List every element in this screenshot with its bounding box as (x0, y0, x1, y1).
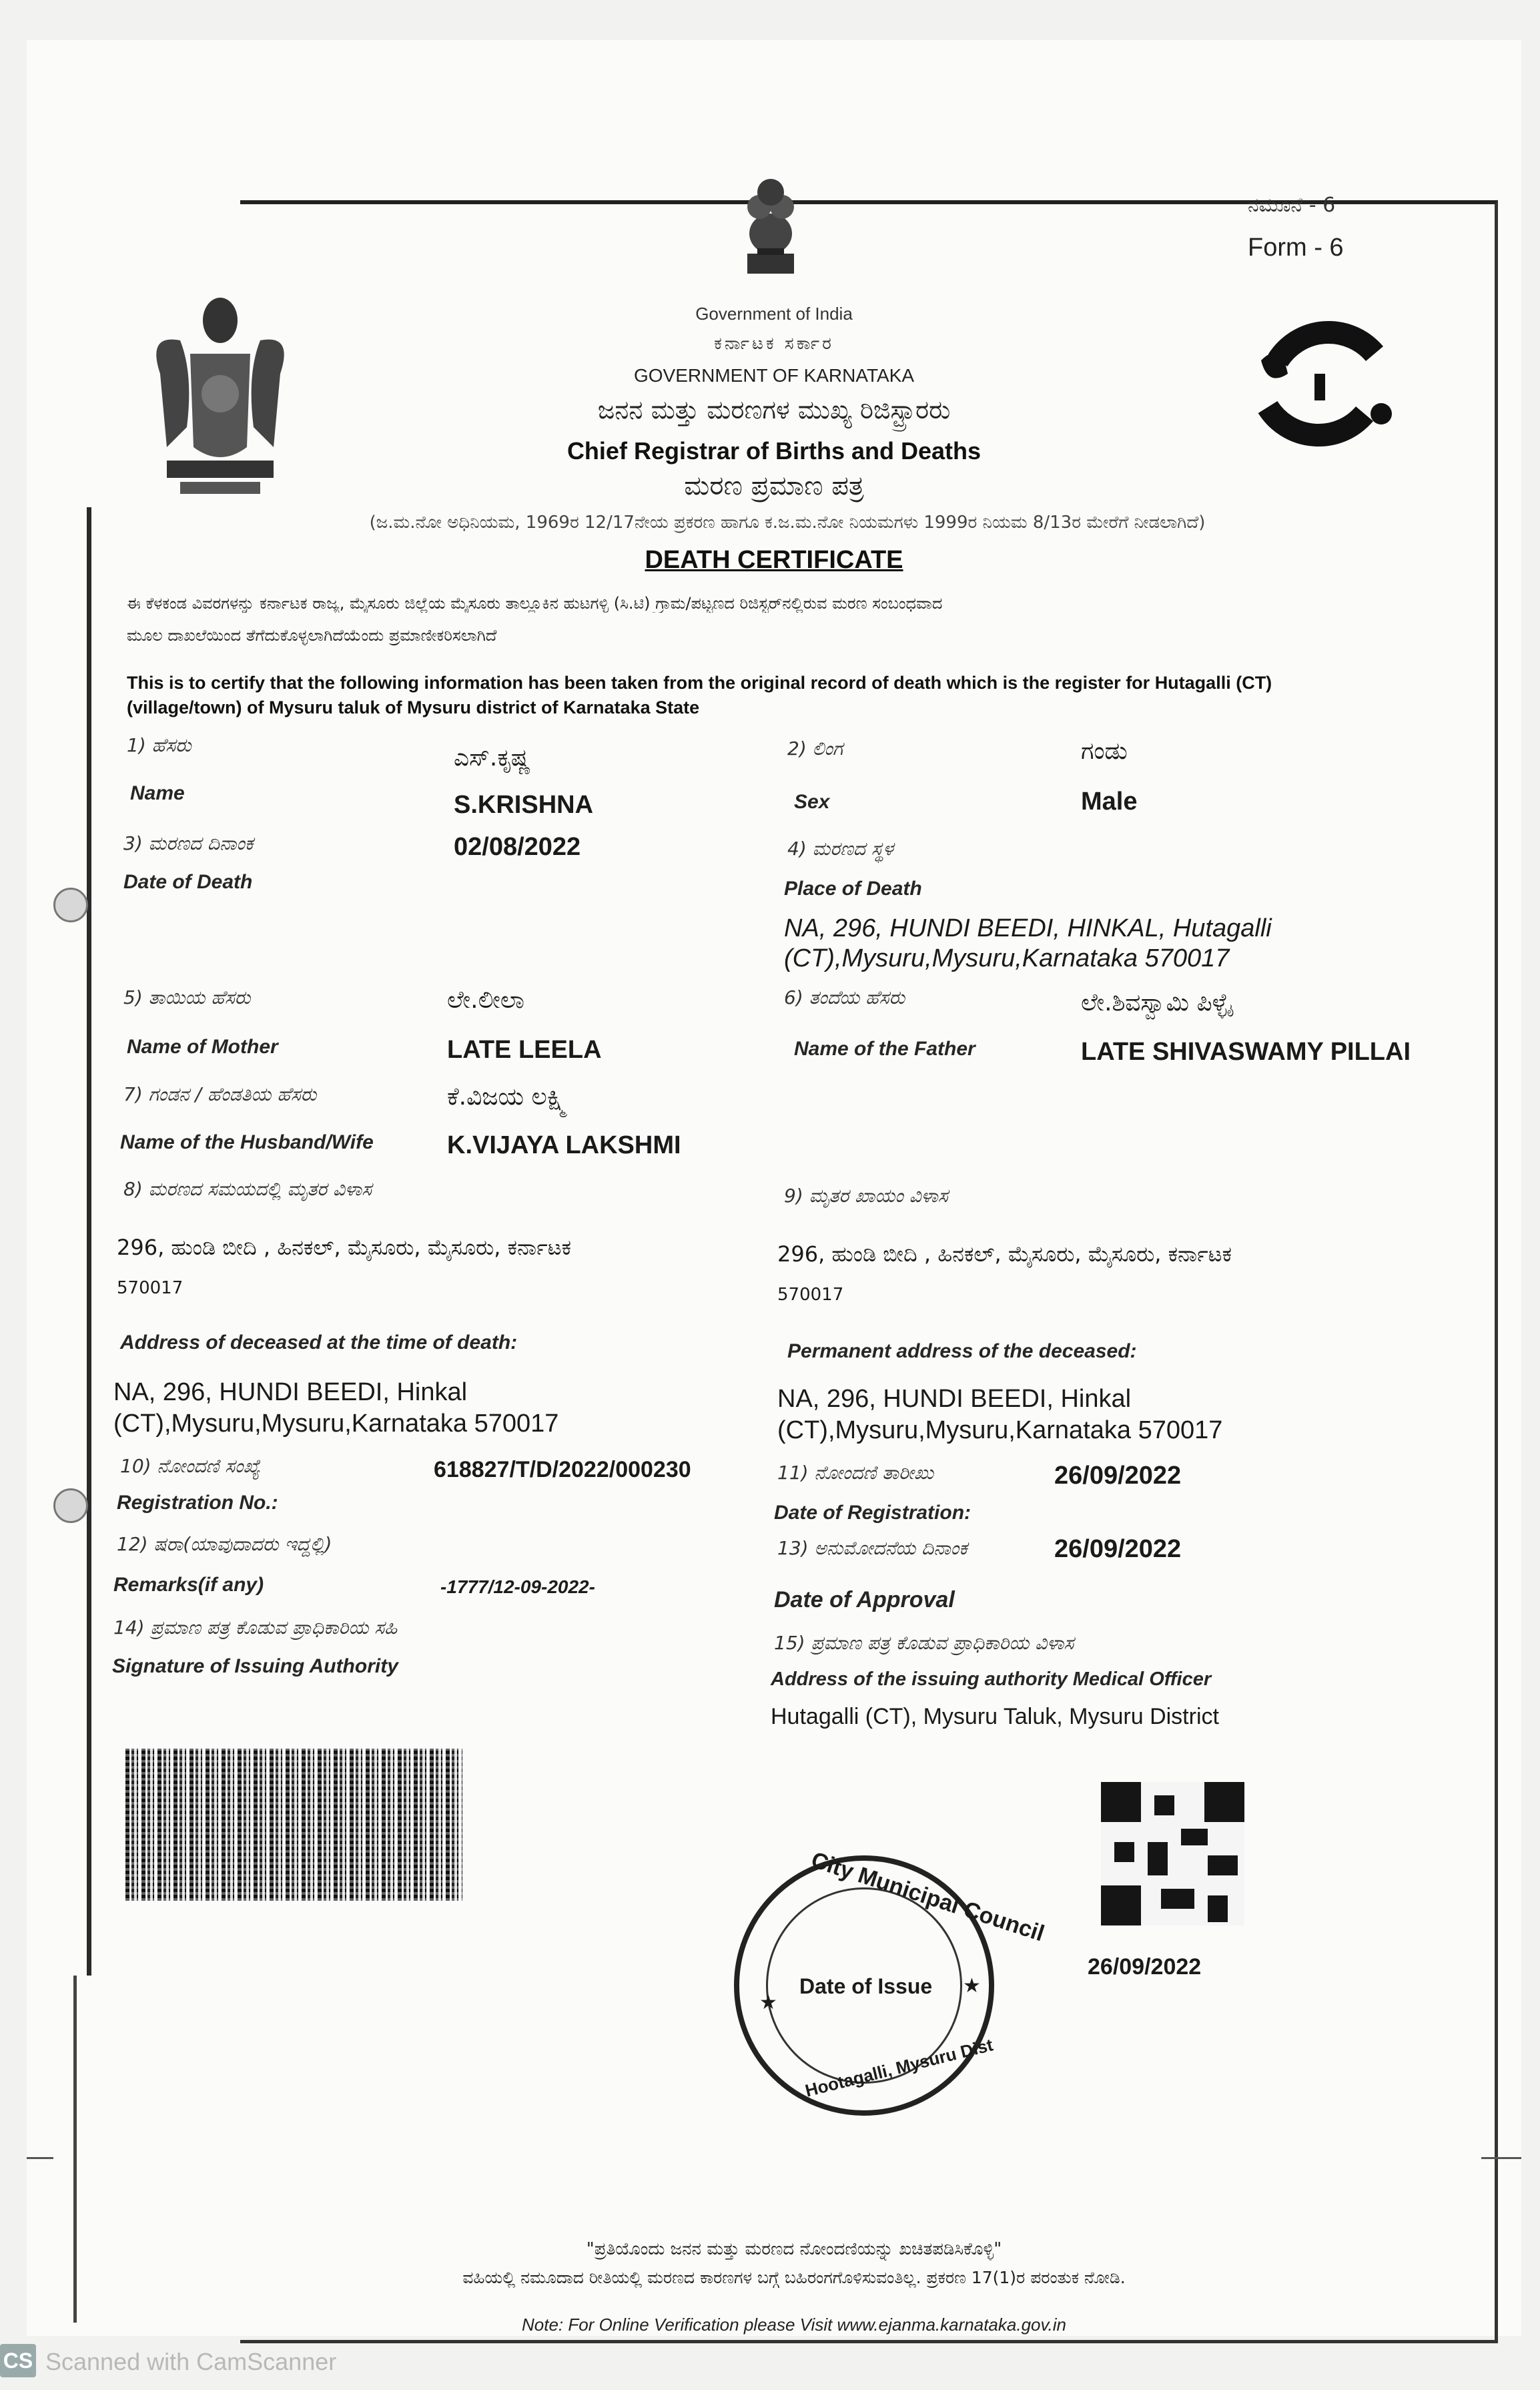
remarks-value: -1777/12-09-2022- (440, 1576, 595, 1597)
address-at-death-kannada-line1: 296, ಹುಂಡಿ ಬೀದಿ , ಹಿನಕಲ್, ಮೈಸೂರು, ಮೈಸೂರು, ಕರ್ನಾಟಕ (117, 1235, 571, 1260)
permanent-address-line2: (CT),Mysuru,Mysuru,Karnataka 570017 (777, 1416, 1223, 1444)
govt-karnataka-kannada: ಕರ್ನಾಟಕ ಸರ್ಕಾರ (714, 334, 834, 354)
registration-no-label-kannada: 10) ನೋಂದಣಿ ಸಂಖ್ಯೆ (120, 1455, 260, 1477)
permanent-address-line1: NA, 296, HUNDI BEEDI, Hinkal (777, 1385, 1132, 1413)
sex-value-kannada: ಗಂಡು (1081, 737, 1128, 765)
name-label-kannada: 1) ಹೆಸರು (127, 734, 191, 756)
permanent-address-label: Permanent address of the deceased: (787, 1340, 1137, 1362)
registration-date-value: 26/09/2022 (1054, 1462, 1182, 1490)
permanent-address-label-kannada: 9) ಮೃತರ ಖಾಯಂ ವಿಳಾಸ (784, 1185, 948, 1207)
address-at-death-label: Address of deceased at the time of death: (120, 1331, 518, 1354)
sex-label: Sex (794, 791, 830, 813)
spouse-value-kannada: ಕೆ.ವಿಜಯ ಲಕ್ಷ್ಮಿ (447, 1083, 568, 1111)
place-of-death-value-line1: NA, 296, HUNDI BEEDI, HINKAL, Hutagalli (784, 914, 1272, 942)
sex-value: Male (1081, 788, 1138, 816)
spouse-label-kannada: 7) ಗಂಡನ / ಹೆಂಡತಿಯ ಹೆಸರು (123, 1083, 317, 1105)
govt-karnataka-label: GOVERNMENT OF KARNATAKA (633, 365, 915, 386)
remarks-label: Remarks(if any) (113, 1574, 264, 1596)
national-emblem-icon (734, 174, 807, 280)
certificate-title-kannada: ಮರಣ ಪ್ರಮಾಣ ಪತ್ರ (684, 471, 864, 501)
govt-india-label: Government of India (695, 304, 853, 324)
address-at-death-line1: NA, 296, HUNDI BEEDI, Hinkal (113, 1378, 468, 1406)
form-label-kannada: ನಮೂನೆ - 6 (1248, 194, 1336, 217)
approval-date-label: Date of Approval (774, 1587, 955, 1612)
seal-bottom-text: Hootagalli, Mysuru Dist (803, 2034, 996, 2101)
issue-date-value: 26/09/2022 (1088, 1954, 1202, 1980)
remarks-label-kannada: 12) ಷರಾ(ಯಾವುದಾದರು ಇದ್ದಲ್ಲಿ) (117, 1533, 332, 1555)
registrar-label: Chief Registrar of Births and Deaths (566, 437, 982, 465)
karnataka-emblem-icon (120, 294, 320, 507)
sex-label-kannada: 2) ಲಿಂಗ (787, 737, 843, 760)
scan-artifact (27, 2157, 53, 2159)
left-border-line (87, 507, 91, 1976)
mother-value-kannada: ಲೇ.ಲೀಲಾ (447, 986, 524, 1014)
intro-kannada-line2: ಮೂಲ ದಾಖಲೆಯಿಂದ ತೆಗೆದುಕೊಳ್ಳಲಾಗಿದೆಯೆಂದು ಪ್ರಮಾಣೀಕರಿಸಲಾಗಿದೆ (127, 626, 497, 645)
father-label: Name of the Father (794, 1038, 976, 1060)
date-of-death-label: Date of Death (123, 871, 253, 893)
father-value: LATE SHIVASWAMY PILLAI (1081, 1038, 1411, 1066)
spouse-label: Name of the Husband/Wife (120, 1131, 374, 1153)
signature-label: Signature of Issuing Authority (112, 1655, 398, 1677)
signature-label-kannada: 14) ಪ್ರಮಾಣ ಪತ್ರ ಕೊಡುವ ಪ್ರಾಧಿಕಾರಿಯ ಸಹಿ (113, 1616, 398, 1638)
address-at-death-label-kannada: 8) ಮರಣದ ಸಮಯದಲ್ಲಿ ಮೃತರ ವಿಳಾಸ (123, 1178, 372, 1200)
mother-label-kannada: 5) ತಾಯಿಯ ಹೆಸರು (123, 986, 251, 1008)
address-at-death-line2: (CT),Mysuru,Mysuru,Karnataka 570017 (113, 1410, 559, 1438)
camscanner-watermark: Scanned with CamScanner (45, 2348, 337, 2375)
name-label: Name (130, 782, 185, 804)
name-value: S.KRISHNA (454, 791, 594, 819)
place-of-death-value-line2: (CT),Mysuru,Mysuru,Karnataka 570017 (784, 944, 1230, 972)
registration-no-value: 618827/T/D/2022/000230 (434, 1457, 691, 1482)
registration-date-label-kannada: 11) ನೋಂದಣಿ ತಾರೀಖು (777, 1462, 934, 1484)
address-at-death-kannada-line2: 570017 (117, 1278, 183, 1298)
registrar-kannada: ಜನನ ಮತ್ತು ಮರಣಗಳ ಮುಖ್ಯ ರಿಜಿಸ್ಟ್ರಾರರು (597, 395, 951, 424)
approval-date-label-kannada: 13) ಅನುಮೋದನೆಯ ದಿನಾಂಕ (777, 1537, 968, 1559)
authority-address-label-kannada: 15) ಪ್ರಮಾಣ ಪತ್ರ ಕೊಡುವ ಪ್ರಾಧಿಕಾರಿಯ ವಿಳಾಸ (774, 1632, 1074, 1654)
municipal-seal (734, 1847, 1048, 2116)
left-border-line-lower (73, 1976, 77, 2323)
punch-hole-icon (53, 1488, 88, 1523)
place-of-death-label: Place of Death (784, 878, 922, 900)
qr-code (1101, 1782, 1244, 1925)
permanent-address-kannada-line2: 570017 (777, 1285, 844, 1305)
registration-date-label: Date of Registration: (774, 1502, 972, 1524)
mother-label: Name of Mother (127, 1036, 278, 1058)
name-value-kannada: ಎಸ್.ಕೃಷ್ಣ (454, 744, 531, 772)
punch-hole-icon (53, 888, 88, 922)
date-of-death-label-kannada: 3) ಮರಣದ ದಿನಾಂಕ (123, 832, 254, 854)
document-title: DEATH CERTIFICATE (645, 546, 903, 574)
footer-disclaimer: ವಹಿಯಲ್ಲಿ ನಮೂದಾದ ರೀತಿಯಲ್ಲಿ ಮರಣದ ಕಾರಣಗಳ ಬಗ್ಗೆ ಬಹಿರಂಗಗೊಳಿಸುವಂತಿಲ್ಲ. ಪ್ರಕರಣ 17(1)ರ ಪರಂತುಕ ನೋಡಿ. (462, 2268, 1126, 2287)
footer-slogan: "ಪ್ರತಿಯೊಂದು ಜನನ ಮತ್ತು ಮರಣದ ನೋಂದಣಿಯನ್ನು ಖಚಿತಪಡಿಸಿಕೊಳ್ಳಿ" (586, 2239, 1002, 2259)
scan-artifact (1481, 2157, 1521, 2159)
star-icon: ★ (963, 1975, 981, 1997)
father-value-kannada: ಲೇ.ಶಿವಸ್ವಾಮಿ ಪಿಳ್ಳೈ (1081, 989, 1232, 1016)
certificate-paper (27, 40, 1521, 2336)
form-label: Form - 6 (1248, 234, 1344, 262)
father-label-kannada: 6) ತಂದೆಯ ಹೆಸರು (784, 986, 905, 1008)
barcode-texture (125, 1749, 462, 1901)
camscanner-logo-icon: CS (0, 2344, 36, 2377)
place-of-death-label-kannada: 4) ಮರಣದ ಸ್ಥಳ (787, 838, 893, 860)
act-reference: (ಜ.ಮ.ನೋ ಅಧಿನಿಯಮ, 1969ರ 12/17ನೇಯ ಪ್ರಕರಣ ಹಾಗೂ ಕ.ಜ.ಮ.ನೋ ನಿಯಮಗಳು 1999ರ ನಿಯಮ 8/13ರ ಮೇರೆಗೆ ನೀಡಲಾಗಿದೆ) (369, 513, 1206, 533)
approval-date-value: 26/09/2022 (1054, 1535, 1182, 1563)
star-icon: ★ (759, 1992, 777, 2014)
spouse-value: K.VIJAYA LAKSHMI (447, 1131, 681, 1159)
authority-address-label: Address of the issuing authority Medical Officer (771, 1669, 1212, 1690)
seal-center-text: Date of Issue (799, 1974, 933, 1998)
mother-value: LATE LEELA (447, 1036, 602, 1064)
seal-top-text: City Municipal Council (808, 1847, 1048, 1947)
permanent-address-kannada-line1: 296, ಹುಂಡಿ ಬೀದಿ , ಹಿನಕಲ್, ಮೈಸೂರು, ಮೈಸೂರು, ಕರ್ನಾಟಕ (777, 1241, 1232, 1267)
intro-kannada-line1: ಈ ಕೆಳಕಂಡ ವಿವರಗಳನ್ನು ಕರ್ನಾಟಕ ರಾಜ್ಯ, ಮೈಸೂರು ಜಿಲ್ಲೆಯ ಮೈಸೂರು ತಾಲ್ಲೂಕಿನ ಹುಟಗಳ್ಳಿ (ಸಿ.ಟಿ) ಗ್ರಾಮ/ಪಟ್ಟಣದ ರಿಜಿಸ್ಟರ್‌ನಲ್ಲಿರುವ ಮರಣ ಸಂಬಂಧವಾದ (127, 594, 943, 613)
footer-note: Note: For Online Verification please Visit www.ejanma.karnataka.gov.in (521, 2315, 1067, 2335)
date-of-death-value: 02/08/2022 (454, 833, 581, 861)
intro-english-line2: (village/town) of Mysuru taluk of Mysuru district of Karnataka State (127, 697, 700, 717)
authority-address-value: Hutagalli (CT), Mysuru Taluk, Mysuru District (771, 1704, 1219, 1729)
ejanma-logo-icon (1241, 314, 1401, 454)
registration-no-label: Registration No.: (117, 1492, 278, 1514)
intro-english-line1: This is to certify that the following information has been taken from the original record of death which is the register for Hutagalli (CT) (127, 673, 1272, 693)
